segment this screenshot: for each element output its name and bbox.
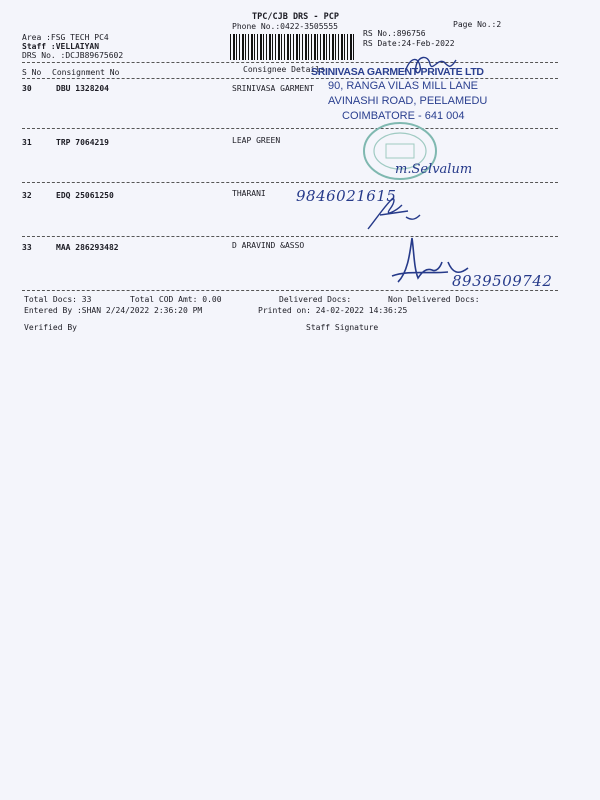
stamp-line: COIMBATORE - 641 004 xyxy=(342,110,465,122)
row-sno: 31 xyxy=(22,138,32,147)
report-title: TPC/CJB DRS - PCP xyxy=(252,12,339,22)
staff-label: Staff :VELLAIYAN xyxy=(22,42,100,51)
handwritten-phone: 8939509742 xyxy=(452,272,553,290)
row-consignment: TRP 7064219 xyxy=(56,138,109,147)
stamp-line: 90, RANGA VILAS MILL LANE xyxy=(328,80,478,92)
non-delivered-docs: Non Delivered Docs: xyxy=(388,295,480,304)
total-cod: Total COD Amt: 0.00 xyxy=(130,295,222,304)
handwritten-phone: 9846021615 xyxy=(296,187,397,205)
row32-signature-icon xyxy=(360,193,430,233)
col-header-sno: S No xyxy=(22,68,42,77)
divider xyxy=(22,128,558,129)
printed-on: Printed on: 24-02-2022 14:36:25 xyxy=(258,306,408,315)
entered-by: Entered By :SHAN 2/24/2022 2:36:20 PM xyxy=(24,306,203,315)
col-header-consignee: Consignee Details xyxy=(243,65,325,74)
col-header-consignment: Consignment No xyxy=(52,68,120,77)
divider xyxy=(22,62,558,63)
divider xyxy=(22,182,558,183)
row-consignment: EDQ 25061250 xyxy=(56,191,114,200)
staff-signature-label: Staff Signature xyxy=(306,323,379,332)
row-consignee: D ARAVIND &ASSO xyxy=(232,241,305,250)
stamp-line: SRINIVASA GARMENT PRIVATE LTD xyxy=(311,66,484,78)
row-consignee: LEAP GREEN xyxy=(232,136,281,145)
row-consignment: MAA 286293482 xyxy=(56,243,119,252)
handwritten-note: m.Selvalum xyxy=(395,162,473,177)
row-consignee: SRINIVASA GARMENT xyxy=(232,84,314,93)
rs-number: RS No.:896756 xyxy=(363,29,426,38)
area-label: Area :FSG TECH PC4 xyxy=(22,33,109,42)
stamp-line: AVINASHI ROAD, PEELAMEDU xyxy=(328,95,488,107)
total-docs: Total Docs: 33 xyxy=(24,295,92,304)
row-sno: 33 xyxy=(22,243,32,252)
row-consignee: THARANI xyxy=(232,189,266,198)
rs-date: RS Date:24-Feb-2022 xyxy=(363,39,455,48)
delivered-docs: Delivered Docs: xyxy=(279,295,352,304)
phone-number: Phone No.:0422-3505555 xyxy=(232,22,338,31)
top-signature-icon xyxy=(400,52,460,80)
page-number: Page No.:2 xyxy=(453,20,502,29)
row-consignment: DBU 1328204 xyxy=(56,84,109,93)
drs-number: DRS No. :DCJB89675602 xyxy=(22,51,124,60)
divider xyxy=(22,290,558,291)
barcode-image xyxy=(230,34,354,60)
row-sno: 32 xyxy=(22,191,32,200)
divider xyxy=(22,78,558,79)
verified-by: Verified By xyxy=(24,323,77,332)
row-sno: 30 xyxy=(22,84,32,93)
